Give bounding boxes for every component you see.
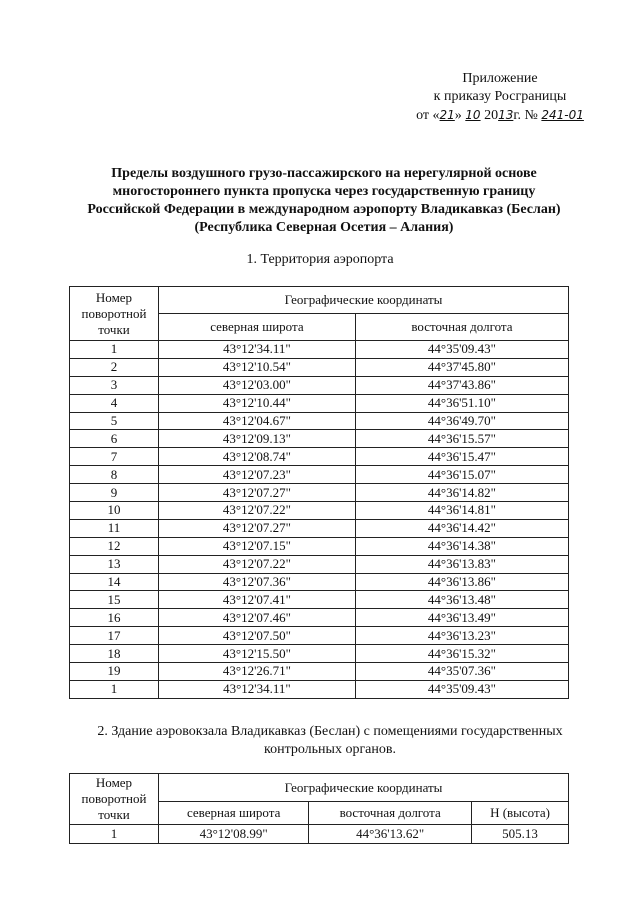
cell-lat: 43°12'04.67" <box>159 412 356 430</box>
table-row <box>70 430 569 448</box>
table-row <box>70 376 569 394</box>
cell-n: 9 <box>70 484 159 502</box>
cell-lon: 44°36'13.83" <box>355 555 568 573</box>
cell-n: 15 <box>70 591 159 609</box>
table-row <box>70 358 569 376</box>
cell-lat: 43°12'15.50" <box>159 645 356 663</box>
cell-n: 18 <box>70 645 159 663</box>
cell-lon: 44°37'43.86" <box>355 376 568 394</box>
cell-n: 6 <box>70 430 159 448</box>
cell-n: 2 <box>70 358 159 376</box>
cell-n: 7 <box>70 448 159 466</box>
cell-lat: 43°12'34.11" <box>159 341 356 359</box>
table-row <box>70 394 569 412</box>
cell-lon: 44°35'09.43" <box>355 341 568 359</box>
cell-n: 16 <box>70 609 159 627</box>
table-row <box>70 591 569 609</box>
cell-lon: 44°36'13.62" <box>309 825 472 844</box>
date-mid1: » <box>454 108 466 123</box>
title-line4: (Республика Северная Осетия – Алания) <box>194 220 454 235</box>
table-row <box>70 466 569 484</box>
col-geo-header: Географические координаты <box>159 287 569 314</box>
table-row <box>70 609 569 627</box>
cell-lon: 44°36'14.38" <box>355 537 568 555</box>
cell-n: 13 <box>70 555 159 573</box>
table-row <box>70 825 569 844</box>
cell-lon: 44°35'07.36" <box>355 663 568 681</box>
cell-n: 3 <box>70 376 159 394</box>
month-handwritten: 10 <box>465 108 481 122</box>
table-row <box>70 537 569 555</box>
cell-lon: 44°36'15.32" <box>355 645 568 663</box>
cell-lat: 43°12'07.27" <box>159 519 356 537</box>
cell-lat: 43°12'07.36" <box>159 573 356 591</box>
cell-n: 19 <box>70 663 159 681</box>
cell-lon: 44°36'14.42" <box>355 519 568 537</box>
cell-n: 1 <box>70 680 159 698</box>
table-row <box>70 645 569 663</box>
cell-lon: 44°36'13.48" <box>355 591 568 609</box>
cell-lat: 43°12'08.99" <box>159 825 309 844</box>
table-row <box>70 484 569 502</box>
table-row <box>70 341 569 359</box>
cell-lat: 43°12'03.00" <box>159 376 356 394</box>
cell-lon: 44°36'15.07" <box>355 466 568 484</box>
col-height-header: Н (высота) <box>472 802 569 825</box>
cell-n: 1 <box>70 341 159 359</box>
table-row <box>70 573 569 591</box>
col-lon-header: восточная долгота <box>309 802 472 825</box>
appendix-line2: к приказу Росграницы <box>433 89 567 104</box>
document-title <box>50 165 598 237</box>
cell-n: 12 <box>70 537 159 555</box>
table-row <box>70 555 569 573</box>
cell-lat: 43°12'07.23" <box>159 466 356 484</box>
cell-n: 14 <box>70 573 159 591</box>
col-number-header: Номер поворотной точки <box>70 287 159 341</box>
territory-coordinates-table <box>69 286 569 699</box>
order-number-handwritten: 241-01 <box>541 108 584 122</box>
col-lon-header: восточная долгота <box>355 314 568 341</box>
cell-lon: 44°36'15.47" <box>355 448 568 466</box>
cell-n: 5 <box>70 412 159 430</box>
appendix-header <box>380 70 620 125</box>
cell-lat: 43°12'07.50" <box>159 627 356 645</box>
cell-lat: 43°12'07.41" <box>159 591 356 609</box>
cell-h: 505.13 <box>472 825 569 844</box>
table-row <box>70 519 569 537</box>
table-row <box>70 680 569 698</box>
cell-lon: 44°36'13.23" <box>355 627 568 645</box>
col-lat-header: северная широта <box>159 802 309 825</box>
cell-lat: 43°12'10.54" <box>159 358 356 376</box>
col-number-header: Номер поворотной точки <box>70 774 159 825</box>
cell-n: 17 <box>70 627 159 645</box>
cell-n: 11 <box>70 519 159 537</box>
table-row <box>70 448 569 466</box>
table-row <box>70 502 569 520</box>
cell-n: 1 <box>70 825 159 844</box>
date-mid3: г. № <box>513 108 542 123</box>
date-mid2: 20 <box>480 108 499 123</box>
cell-lat: 43°12'09.13" <box>159 430 356 448</box>
cell-lat: 43°12'07.46" <box>159 609 356 627</box>
col-geo-header: Географические координаты <box>159 774 569 802</box>
cell-lon: 44°35'09.43" <box>355 680 568 698</box>
cell-lat: 43°12'08.74" <box>159 448 356 466</box>
cell-lon: 44°37'45.80" <box>355 358 568 376</box>
cell-lon: 44°36'14.81" <box>355 502 568 520</box>
cell-lon: 44°36'13.49" <box>355 609 568 627</box>
cell-lon: 44°36'15.57" <box>355 430 568 448</box>
date-prefix: от « <box>416 108 440 123</box>
cell-n: 4 <box>70 394 159 412</box>
title-line2: многостороннего пункта пропуска через государственную границу <box>112 184 536 199</box>
appendix-date-line <box>380 106 620 125</box>
cell-lat: 43°12'10.44" <box>159 394 356 412</box>
title-line1: Пределы воздушного грузо-пассажирского на нерегулярной основе <box>111 166 537 181</box>
table-row <box>70 412 569 430</box>
title-line3: Российской Федерации в международном аэропорту Владикавказ (Беслан) <box>87 202 561 217</box>
cell-n: 10 <box>70 502 159 520</box>
table-row <box>70 627 569 645</box>
cell-lat: 43°12'34.11" <box>159 680 356 698</box>
cell-lon: 44°36'49.70" <box>355 412 568 430</box>
cell-lat: 43°12'07.22" <box>159 555 356 573</box>
appendix-line1: Приложение <box>462 71 538 86</box>
cell-lon: 44°36'51.10" <box>355 394 568 412</box>
cell-lon: 44°36'13.86" <box>355 573 568 591</box>
day-handwritten: 21 <box>439 108 455 122</box>
terminal-coordinates-table <box>69 773 569 844</box>
section2-heading: 2. Здание аэровокзала Владикавказ (Беслан) с помещениями государственных контрольных органов. <box>97 724 563 757</box>
cell-lat: 43°12'07.15" <box>159 537 356 555</box>
year-handwritten: 13 <box>498 108 514 122</box>
cell-lat: 43°12'07.22" <box>159 502 356 520</box>
cell-lon: 44°36'14.82" <box>355 484 568 502</box>
col-lat-header: северная широта <box>159 314 356 341</box>
cell-lat: 43°12'07.27" <box>159 484 356 502</box>
section1-heading: 1. Территория аэропорта <box>246 252 394 267</box>
cell-lat: 43°12'26.71" <box>159 663 356 681</box>
cell-n: 8 <box>70 466 159 484</box>
table-row <box>70 663 569 681</box>
